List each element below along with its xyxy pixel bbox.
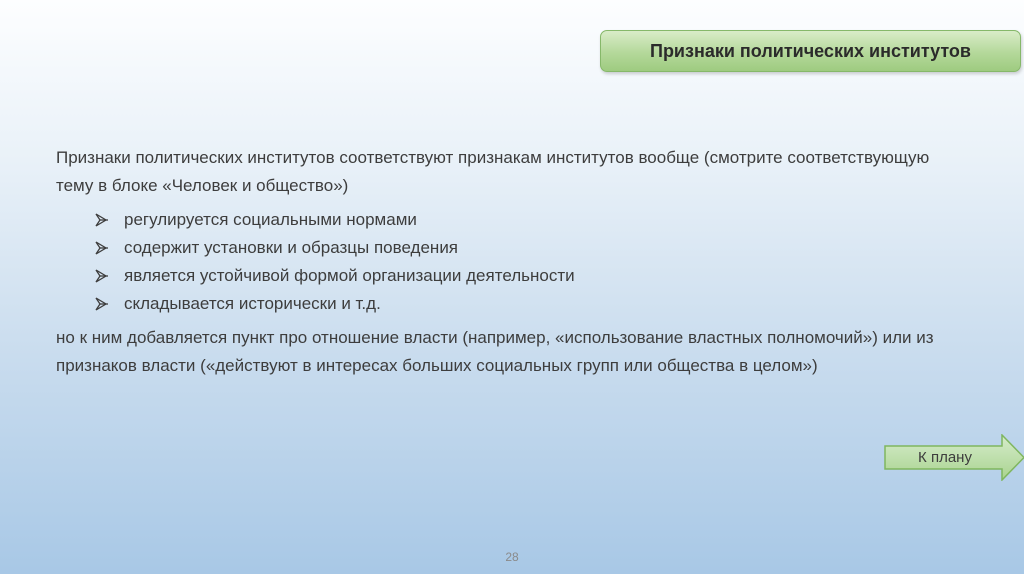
bullet-item [94, 262, 936, 290]
bullet-item [94, 206, 936, 234]
slide-title: Признаки политических институтов [650, 40, 971, 61]
bullet-item [94, 290, 936, 318]
bullet-text: является устойчивой формой организации деятельности [124, 266, 575, 285]
bullet-item [94, 234, 936, 262]
chevron-arrow-icon [94, 268, 114, 284]
bullet-text: складывается исторически и т.д. [124, 294, 381, 313]
to-plan-button[interactable]: К плану [918, 449, 972, 466]
slide-body [56, 144, 936, 380]
conclusion-paragraph: но к ним добавляется пункт про отношение власти (например, «использование властных полномочий») или из признаков власти («действуют в интересах больших социальных групп или общества в целом») [56, 328, 934, 375]
bullet-text: содержит установки и образцы поведения [124, 238, 459, 257]
chevron-arrow-icon [94, 240, 114, 256]
chevron-arrow-icon [94, 296, 114, 312]
slide-title-box [600, 30, 1021, 72]
chevron-arrow-icon [94, 212, 114, 228]
bullet-list [94, 206, 936, 318]
bullet-text: регулируется социальными нормами [124, 210, 417, 229]
page-number: 28 [505, 550, 519, 564]
intro-paragraph: Признаки политических институтов соответствуют признакам институтов вообще (смотрите соответствующую тему в блоке «Человек и общество») [56, 148, 930, 195]
